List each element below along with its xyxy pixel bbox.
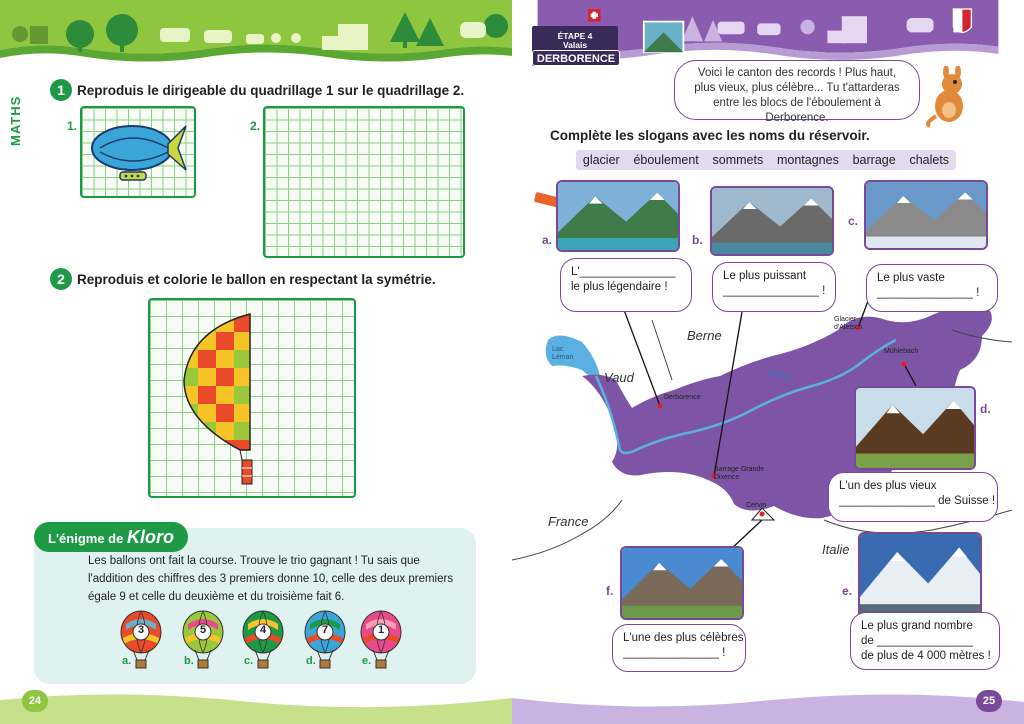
map-label-barrage: Barrage Grande Dixence — [714, 466, 765, 481]
etape-line1: ÉTAPE 4 — [557, 31, 593, 41]
map-label-rhone: Rhône — [767, 367, 793, 384]
header-banner-left — [0, 0, 512, 72]
slogan-bubble-f[interactable] — [612, 624, 746, 672]
map-label-berne: Berne — [687, 328, 722, 343]
balloon-letter: d. — [306, 655, 316, 667]
slogan-line1: Le plus grand nombre — [861, 620, 973, 632]
wordbank-word: éboulement — [633, 153, 699, 167]
etape-line2: Valais — [562, 40, 588, 50]
enigme-text: Les ballons ont fait la course. Trouve le trio gagnant ! Tu sais que l'addition des chiffres des 3 premiers donne 10, celle des deux premiers égale 9 et celle du deuxième et du troisième fait 6. — [88, 555, 454, 603]
balloon-number: 3 — [137, 624, 145, 636]
grid-2-empty[interactable] — [263, 106, 465, 258]
balloon-number: 1 — [377, 624, 385, 636]
speech-bubble: Voici le canton des records ! Plus haut, plus vieux, plus célèbre... Tu t'attarderas entre les blocs de l'éboulement à Derborence. — [674, 60, 920, 120]
right-instruction: Complète les slogans avec les noms du réservoir. — [550, 128, 870, 143]
wordbank-word: chalets — [909, 153, 950, 167]
balloon-number: 7 — [321, 624, 329, 636]
slogan-bubble-b[interactable] — [712, 262, 836, 312]
map-label-france: France — [548, 514, 589, 529]
balloon-number: 5 — [199, 624, 207, 636]
balloon-letter: b. — [184, 655, 194, 667]
slogan-line2: le plus légendaire ! — [571, 281, 668, 293]
photo-f — [620, 546, 744, 620]
subject-label: MATHS — [8, 95, 23, 146]
balloon-number: 4 — [259, 624, 267, 636]
wordbank-word: sommets — [712, 153, 764, 167]
enigme-title-name: Kloro — [126, 527, 174, 547]
slogan-line2: _______________ ! — [623, 647, 726, 659]
symmetry-grid[interactable] — [148, 298, 356, 498]
slogan-line1: Le plus puissant — [723, 270, 807, 282]
photo-letter-b: b. — [692, 233, 703, 247]
slogan-line3: de plus de 4 000 mètres ! — [861, 650, 991, 662]
slogan-bubble-e[interactable] — [850, 612, 1000, 670]
exercise-2-instruction: Reproduis et colorie le ballon en respectant la symétrie. — [77, 272, 436, 287]
balloon-letter: e. — [362, 655, 372, 667]
airship-drawing — [82, 108, 194, 196]
slogan-line1: L'une des plus célèbres — [623, 632, 744, 644]
footer-right — [512, 688, 1024, 724]
enigme-title-prefix: L'énigme de — [48, 531, 124, 546]
subject-tab — [6, 88, 28, 148]
map-label-italie: Italie — [822, 542, 850, 557]
slogan-line1: Le plus vaste — [877, 272, 945, 284]
slogan-line2: de _______________ — [861, 635, 973, 647]
photo-b — [710, 186, 834, 256]
photo-letter-f: f. — [606, 584, 614, 598]
exercise-2-badge: 2 — [50, 268, 72, 290]
kangaroo-mascot — [924, 66, 974, 128]
wordbank-word: barrage — [852, 153, 896, 167]
photo-letter-d: d. — [980, 402, 991, 416]
wordbank — [576, 150, 956, 170]
photo-letter-e: e. — [842, 584, 853, 598]
slogan-line2: _______________ ! — [877, 287, 980, 299]
slogan-bubble-a[interactable] — [560, 258, 692, 312]
slogan-bubble-c[interactable] — [866, 264, 998, 312]
enigme-title — [34, 522, 188, 552]
grid-1-label: 1. — [67, 119, 78, 133]
map-label-vaud: Vaud — [604, 370, 634, 385]
map-label-muhlebach: Mühlebach — [884, 348, 919, 355]
map-label-lac: Lac Léman — [552, 346, 574, 361]
balloon-letter: c. — [244, 655, 254, 667]
photo-letter-c: c. — [848, 214, 859, 228]
half-balloon-drawing — [150, 300, 354, 496]
slogan-line1: L'_______________ — [571, 266, 676, 278]
map-label-aletsch: Glacier d'Aletsch — [834, 316, 863, 331]
exercise-1-badge: 1 — [50, 79, 72, 101]
etape-name: DERBORENCE — [532, 50, 620, 66]
slogan-line2: _______________ ! — [723, 285, 826, 297]
wordbank-word: glacier — [582, 153, 620, 167]
map-label-derborence: Derborence — [664, 394, 701, 401]
page-number-right: 25 — [976, 690, 1002, 712]
photo-e — [858, 532, 982, 622]
map-label-cervin: Cervin — [746, 502, 767, 509]
photo-a — [556, 180, 680, 252]
balloon-letter: a. — [122, 655, 132, 667]
right-page — [512, 0, 1024, 724]
footer-left — [0, 688, 512, 724]
photo-c — [864, 180, 988, 250]
page-number-left: 24 — [22, 690, 48, 712]
photo-letter-a: a. — [542, 233, 553, 247]
wordbank-word: montagnes — [776, 153, 839, 167]
slogan-bubble-d[interactable] — [828, 472, 998, 522]
photo-d — [854, 386, 976, 470]
grid-1 — [80, 106, 196, 198]
grid-2-label: 2. — [250, 119, 261, 133]
exercise-1-instruction: Reproduis le dirigeable du quadrillage 1 sur le quadrillage 2. — [77, 83, 465, 98]
slogan-line1: L'un des plus vieux — [839, 480, 937, 492]
slogan-line2: _______________ de Suisse ! — [839, 495, 996, 507]
